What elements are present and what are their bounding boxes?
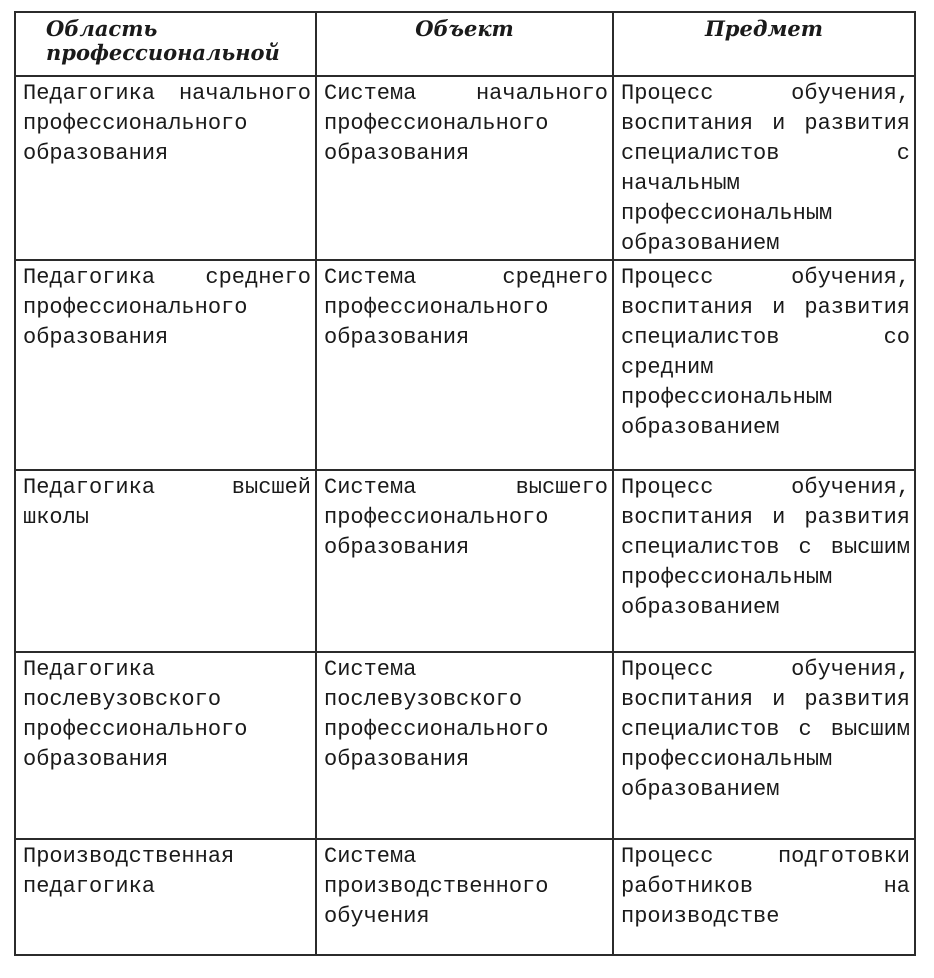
table-row: [15, 76, 915, 260]
object-cell: Система среднего профессионального образования: [316, 260, 613, 470]
table-row: [15, 260, 915, 470]
object-cell: Система производственного обучения: [316, 839, 613, 955]
area-cell: Педагогика высшей школы: [15, 470, 316, 652]
header-area: Область профессиональной: [15, 12, 316, 76]
subject-cell: Процесс обучения, воспитания и развития специалистов с высшим профессиональным образованием: [613, 470, 915, 652]
subject-cell: Процесс обучения, воспитания и развития специалистов со средним профессиональным образованием: [613, 260, 915, 470]
area-cell: Производственная педагогика: [15, 839, 316, 955]
area-cell: Педагогика среднего профессионального образования: [15, 260, 316, 470]
table-row: [15, 470, 915, 652]
object-cell: Система высшего профессионального образования: [316, 470, 613, 652]
table-row: [15, 652, 915, 839]
subject-cell: Процесс подготовки работников на производстве: [613, 839, 915, 955]
subject-cell: Процесс обучения, воспитания и развития специалистов с высшим профессиональным образованием: [613, 652, 915, 839]
object-cell: Система послевузовского профессионального образования: [316, 652, 613, 839]
header-row: [15, 12, 915, 76]
area-cell: Педагогика начального профессионального образования: [15, 76, 316, 260]
subject-cell: Процесс обучения, воспитания и развития специалистов с начальным профессиональным образованием: [613, 76, 915, 260]
header-subject: Предмет: [613, 12, 915, 76]
object-cell: Система начального профессионального образования: [316, 76, 613, 260]
area-cell: Педагогика послевузовского профессионального образования: [15, 652, 316, 839]
header-object: Объект: [316, 12, 613, 76]
table-row: [15, 839, 915, 955]
pedagogy-table: [14, 11, 916, 956]
